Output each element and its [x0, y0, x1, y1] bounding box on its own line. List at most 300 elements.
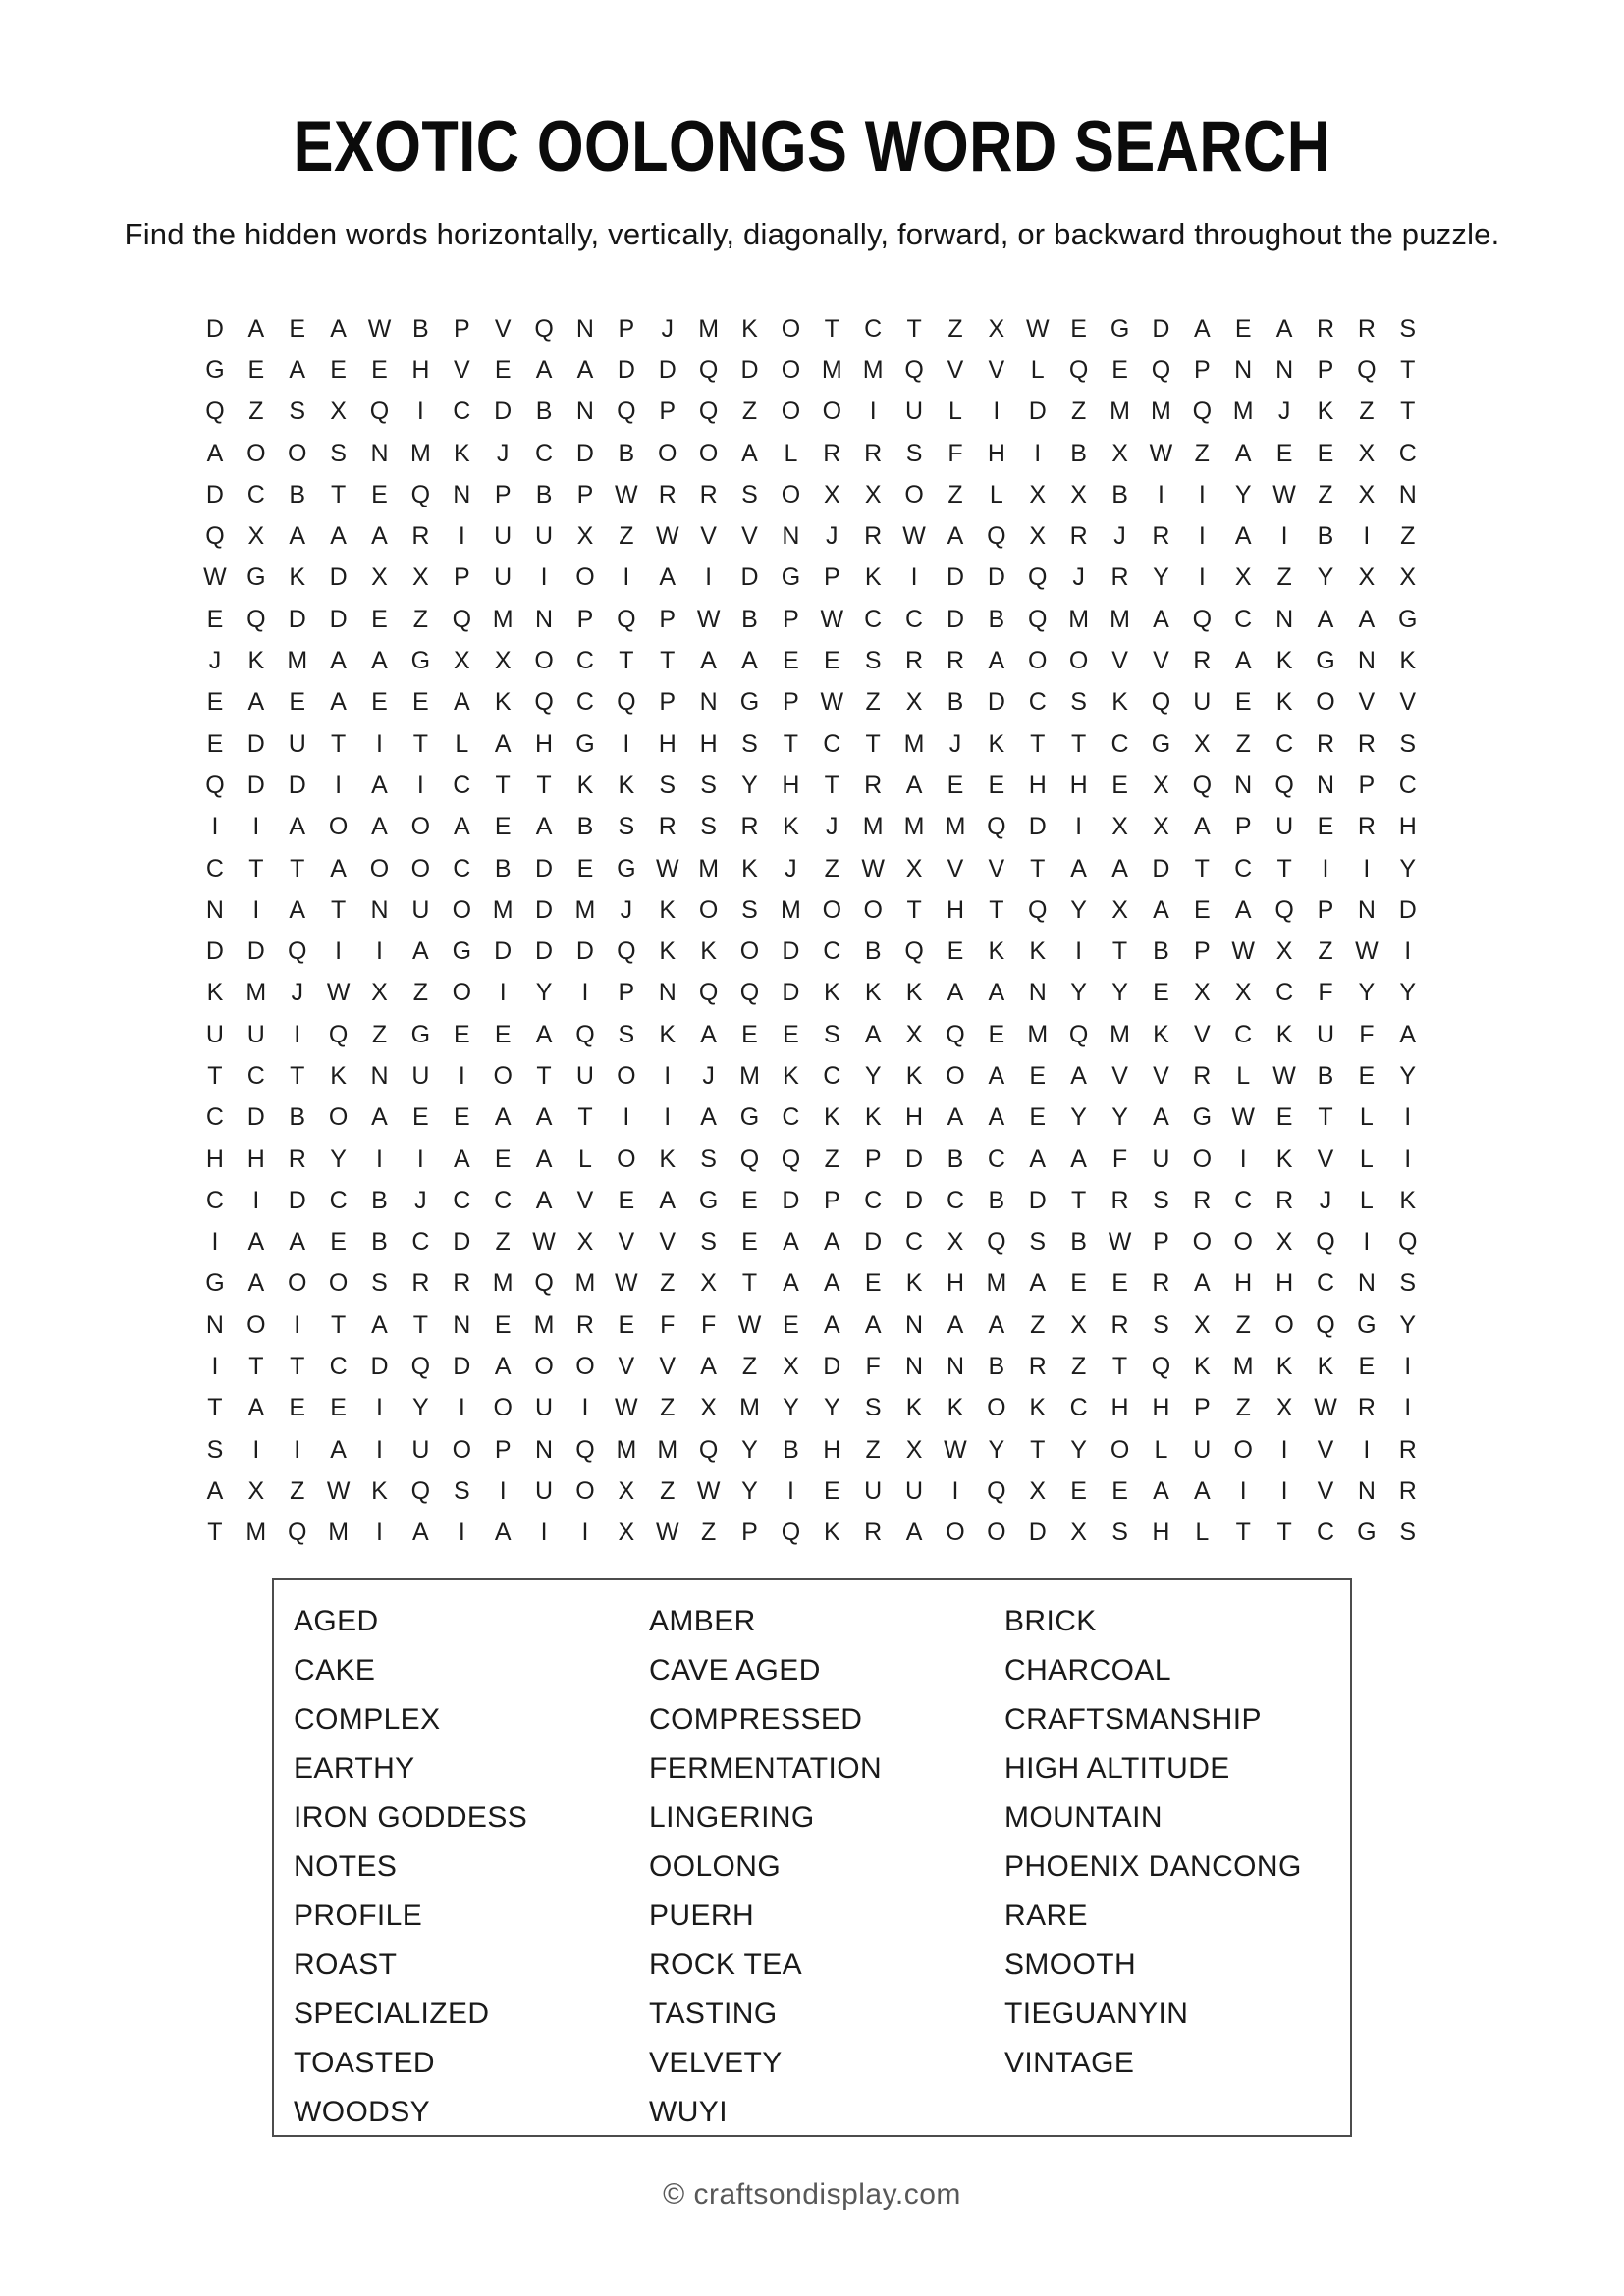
grid-cell: D: [246, 1103, 265, 1132]
word-item: BRICK: [1004, 1605, 1097, 1637]
grid-cell: S: [741, 895, 758, 924]
grid-cell: S: [206, 1435, 224, 1464]
grid-cell: T: [330, 1310, 347, 1339]
grid-cell: A: [1234, 895, 1252, 924]
grid-cell: X: [576, 522, 594, 551]
grid-cell: A: [988, 647, 1005, 675]
grid-cell: T: [906, 314, 922, 343]
grid-cell: H: [1275, 1269, 1294, 1298]
grid-cell: M: [328, 1519, 350, 1547]
grid-cell: O: [452, 979, 472, 1007]
grid-cell: Q: [1192, 605, 1213, 633]
grid-cell: X: [330, 398, 347, 426]
grid-cell: D: [987, 688, 1005, 717]
grid-cell: E: [1111, 355, 1128, 384]
grid-cell: S: [700, 771, 717, 799]
grid-cell: F: [1318, 979, 1333, 1007]
grid-cell: Q: [739, 1145, 760, 1173]
grid-cell: N: [1234, 355, 1253, 384]
grid-cell: A: [864, 1020, 882, 1048]
grid-cell: A: [1070, 1061, 1087, 1090]
grid-cell: Y: [535, 979, 553, 1007]
grid-cell: R: [740, 813, 759, 841]
grid-cell: E: [1111, 1269, 1128, 1298]
grid-cell: N: [1357, 647, 1376, 675]
grid-cell: S: [823, 1020, 840, 1048]
grid-cell: Z: [1318, 480, 1333, 508]
word-item: TOASTED: [294, 2047, 435, 2079]
grid-cell: A: [494, 729, 512, 758]
grid-cell: A: [453, 1145, 470, 1173]
grid-cell: A: [1275, 314, 1293, 343]
grid-cell: D: [823, 1353, 841, 1381]
grid-cell: R: [1193, 1186, 1212, 1214]
grid-cell: Q: [698, 1435, 719, 1464]
grid-cell: C: [1316, 1269, 1335, 1298]
grid-cell: X: [1275, 1394, 1293, 1422]
grid-cell: M: [492, 605, 514, 633]
grid-cell: D: [329, 605, 348, 633]
grid-cell: W: [532, 1228, 556, 1256]
grid-cell: A: [947, 1310, 964, 1339]
grid-cell: G: [452, 937, 472, 966]
grid-cell: R: [699, 480, 718, 508]
word-item: COMPRESSED: [649, 1703, 863, 1735]
grid-cell: A: [1234, 647, 1252, 675]
grid-cell: T: [290, 854, 305, 882]
grid-cell: E: [371, 480, 388, 508]
grid-cell: W: [1272, 480, 1296, 508]
grid-cell: S: [864, 647, 882, 675]
grid-cell: N: [658, 979, 677, 1007]
grid-cell: X: [947, 1228, 964, 1256]
grid-cell: N: [453, 480, 471, 508]
grid-cell: S: [618, 1020, 635, 1048]
grid-cell: D: [575, 439, 594, 467]
grid-cell: M: [1110, 1020, 1130, 1048]
grid-cell: N: [370, 1061, 389, 1090]
grid-cell: C: [575, 647, 594, 675]
grid-cell: A: [535, 1145, 553, 1173]
grid-cell: O: [328, 1103, 349, 1132]
grid-cell: E: [494, 1020, 512, 1048]
grid-cell: X: [1358, 439, 1376, 467]
grid-cell: Q: [205, 522, 225, 551]
grid-cell: Y: [1399, 979, 1417, 1007]
grid-cell: E: [371, 355, 388, 384]
grid-cell: E: [453, 1103, 470, 1132]
grid-cell: D: [864, 1228, 883, 1256]
grid-cell: J: [208, 647, 222, 675]
grid-cell: I: [1075, 937, 1083, 966]
grid-cell: E: [1317, 813, 1334, 841]
grid-cell: Q: [617, 937, 636, 966]
grid-cell: Z: [1071, 1353, 1087, 1381]
grid-cell: E: [1111, 1476, 1128, 1505]
grid-cell: N: [1357, 1269, 1376, 1298]
grid-cell: O: [452, 895, 472, 924]
grid-cell: B: [412, 314, 429, 343]
grid-cell: I: [1198, 480, 1206, 508]
grid-cell: Q: [617, 398, 636, 426]
grid-cell: S: [659, 771, 677, 799]
grid-cell: U: [535, 1394, 554, 1422]
grid-cell: R: [1357, 813, 1376, 841]
grid-cell: B: [576, 813, 594, 841]
grid-cell: E: [1070, 1269, 1087, 1298]
grid-cell: X: [905, 1020, 923, 1048]
grid-cell: Q: [1028, 895, 1048, 924]
word-item: AGED: [294, 1605, 379, 1637]
grid-cell: X: [1358, 480, 1376, 508]
grid-cell: U: [535, 522, 554, 551]
grid-cell: P: [494, 1435, 512, 1464]
grid-cell: M: [616, 1435, 637, 1464]
grid-cell: V: [1317, 1145, 1334, 1173]
grid-cell: C: [1028, 688, 1047, 717]
grid-cell: R: [864, 771, 883, 799]
grid-cell: Q: [1028, 605, 1048, 633]
grid-cell: I: [252, 1186, 260, 1214]
grid-cell: E: [494, 1310, 512, 1339]
grid-cell: T: [536, 1061, 552, 1090]
grid-cell: L: [948, 398, 962, 426]
grid-cell: G: [575, 729, 595, 758]
grid-cell: O: [410, 813, 431, 841]
grid-cell: J: [948, 729, 962, 758]
word-item: EARTHY: [294, 1752, 415, 1785]
word-list-column-2: [649, 1597, 1004, 2135]
grid-cell: A: [453, 688, 470, 717]
grid-cell: A: [1029, 1145, 1047, 1173]
grid-cell: M: [945, 813, 966, 841]
grid-cell: R: [575, 1310, 594, 1339]
grid-cell: H: [946, 1269, 964, 1298]
grid-cell: N: [1275, 355, 1294, 384]
grid-cell: V: [988, 355, 1005, 384]
grid-cell: P: [1193, 1394, 1211, 1422]
grid-cell: A: [1153, 895, 1169, 924]
grid-cell: I: [540, 1519, 548, 1547]
word-item: TASTING: [649, 1998, 778, 2030]
grid-cell: I: [499, 1476, 507, 1505]
grid-cell: E: [783, 647, 799, 675]
grid-cell: I: [910, 563, 918, 592]
grid-cell: W: [615, 1269, 638, 1298]
grid-cell: D: [946, 563, 964, 592]
grid-cell: C: [823, 937, 841, 966]
grid-cell: T: [1276, 1519, 1292, 1547]
grid-cell: U: [905, 1476, 924, 1505]
grid-cell: R: [658, 480, 677, 508]
grid-cell: O: [863, 895, 883, 924]
word-list-column-3: [1004, 1597, 1350, 2135]
grid-cell: C: [575, 688, 594, 717]
grid-cell: T: [783, 729, 799, 758]
grid-cell: C: [1110, 729, 1129, 758]
grid-cell: D: [1028, 398, 1047, 426]
grid-cell: O: [328, 1269, 349, 1298]
grid-cell: I: [540, 563, 548, 592]
grid-cell: T: [619, 647, 634, 675]
grid-cell: O: [1068, 647, 1089, 675]
grid-cell: W: [655, 522, 679, 551]
grid-cell: D: [987, 563, 1005, 592]
grid-cell: U: [535, 1476, 554, 1505]
grid-cell: O: [822, 398, 842, 426]
grid-cell: A: [1234, 439, 1252, 467]
word-list-column-1: [294, 1597, 649, 2135]
grid-cell: O: [534, 1353, 554, 1381]
grid-cell: E: [947, 937, 964, 966]
grid-cell: X: [1111, 895, 1128, 924]
grid-cell: I: [1280, 522, 1288, 551]
grid-cell: C: [1275, 979, 1294, 1007]
grid-cell: D: [246, 937, 265, 966]
grid-cell: B: [783, 1435, 799, 1464]
grid-cell: K: [823, 1103, 840, 1132]
grid-cell: A: [371, 771, 388, 799]
grid-cell: Y: [1234, 480, 1252, 508]
grid-cell: U: [1275, 813, 1294, 841]
grid-cell: S: [618, 813, 635, 841]
grid-cell: E: [494, 813, 512, 841]
grid-cell: V: [1193, 1020, 1211, 1048]
grid-cell: R: [864, 1519, 883, 1547]
grid-cell: A: [453, 813, 470, 841]
grid-cell: Q: [1316, 1310, 1335, 1339]
grid-cell: A: [247, 1228, 265, 1256]
grid-cell: Z: [495, 1228, 511, 1256]
grid-cell: H: [411, 355, 430, 384]
grid-cell: O: [575, 1476, 595, 1505]
grid-cell: Q: [534, 1269, 554, 1298]
grid-cell: T: [741, 1269, 758, 1298]
grid-cell: Y: [330, 1145, 347, 1173]
word-search-grid: [194, 308, 1429, 1554]
grid-cell: K: [1317, 398, 1334, 426]
grid-cell: T: [248, 854, 264, 882]
grid-cell: M: [986, 1269, 1007, 1298]
grid-cell: X: [494, 647, 512, 675]
grid-cell: M: [739, 1061, 760, 1090]
grid-cell: C: [453, 1186, 471, 1214]
grid-cell: Q: [1398, 1228, 1418, 1256]
grid-cell: B: [1317, 522, 1334, 551]
grid-cell: I: [1363, 1435, 1371, 1464]
grid-cell: E: [988, 1020, 1005, 1048]
grid-cell: K: [988, 729, 1005, 758]
grid-cell: M: [1232, 398, 1254, 426]
grid-cell: R: [411, 1269, 430, 1298]
grid-cell: D: [288, 771, 306, 799]
grid-cell: C: [1316, 1519, 1335, 1547]
grid-cell: C: [1069, 1394, 1088, 1422]
grid-cell: O: [987, 1394, 1006, 1422]
grid-cell: V: [700, 522, 717, 551]
grid-cell: T: [495, 771, 511, 799]
grid-cell: R: [1275, 1186, 1294, 1214]
word-item: NOTES: [294, 1850, 398, 1883]
grid-cell: G: [739, 1103, 760, 1132]
grid-cell: T: [1071, 1186, 1087, 1214]
grid-cell: A: [1193, 1476, 1211, 1505]
grid-cell: A: [988, 1061, 1005, 1090]
grid-cell: K: [1275, 688, 1293, 717]
grid-cell: A: [247, 688, 265, 717]
grid-cell: S: [1153, 1186, 1169, 1214]
grid-cell: K: [905, 1061, 923, 1090]
grid-cell: E: [741, 1020, 758, 1048]
word-item: SMOOTH: [1004, 1949, 1137, 1981]
grid-cell: Y: [741, 1435, 758, 1464]
grid-cell: X: [1111, 439, 1128, 467]
grid-cell: F: [1111, 1145, 1128, 1173]
grid-cell: W: [655, 854, 679, 882]
grid-cell: A: [823, 1228, 840, 1256]
grid-cell: E: [1029, 1103, 1047, 1132]
grid-cell: W: [1108, 1228, 1132, 1256]
grid-cell: I: [376, 937, 383, 966]
grid-cell: E: [330, 1228, 347, 1256]
grid-cell: Q: [328, 1020, 349, 1048]
grid-cell: D: [1028, 813, 1047, 841]
grid-cell: T: [1030, 729, 1046, 758]
grid-cell: Y: [1070, 1103, 1087, 1132]
grid-cell: N: [1316, 771, 1335, 799]
grid-cell: S: [741, 729, 758, 758]
grid-cell: V: [494, 314, 512, 343]
grid-cell: K: [700, 937, 717, 966]
grid-cell: K: [905, 1269, 923, 1298]
grid-cell: L: [1359, 1103, 1374, 1132]
grid-cell: P: [783, 688, 799, 717]
grid-cell: E: [206, 688, 224, 717]
grid-cell: Q: [987, 813, 1006, 841]
grid-cell: S: [330, 439, 347, 467]
grid-cell: J: [785, 854, 797, 882]
grid-cell: A: [535, 813, 553, 841]
grid-cell: E: [206, 605, 224, 633]
grid-cell: D: [288, 605, 306, 633]
grid-cell: T: [1400, 398, 1416, 426]
grid-cell: O: [617, 1145, 636, 1173]
grid-cell: W: [737, 1310, 762, 1339]
grid-cell: S: [1029, 1228, 1047, 1256]
grid-cell: Q: [946, 1020, 965, 1048]
grid-cell: M: [574, 895, 596, 924]
grid-cell: T: [577, 1103, 593, 1132]
grid-cell: N: [535, 605, 554, 633]
grid-cell: T: [207, 1394, 223, 1422]
grid-cell: V: [947, 854, 964, 882]
grid-cell: A: [412, 937, 429, 966]
grid-cell: G: [1316, 647, 1335, 675]
grid-cell: I: [376, 1435, 383, 1464]
grid-cell: D: [1152, 854, 1170, 882]
grid-cell: D: [782, 937, 800, 966]
grid-cell: E: [371, 605, 388, 633]
grid-cell: C: [823, 729, 841, 758]
grid-cell: D: [370, 1353, 389, 1381]
grid-cell: E: [823, 1476, 840, 1505]
grid-cell: A: [371, 1103, 388, 1132]
grid-cell: O: [575, 1353, 595, 1381]
grid-cell: Y: [988, 1435, 1005, 1464]
grid-cell: I: [581, 1394, 589, 1422]
grid-cell: W: [820, 605, 844, 633]
grid-cell: E: [1358, 1353, 1376, 1381]
grid-cell: D: [905, 1186, 924, 1214]
grid-cell: Z: [1194, 439, 1210, 467]
grid-cell: A: [535, 1103, 553, 1132]
grid-cell: Q: [617, 605, 636, 633]
grid-cell: F: [660, 1310, 676, 1339]
grid-cell: D: [740, 355, 759, 384]
grid-cell: Q: [410, 1353, 431, 1381]
grid-cell: X: [905, 854, 923, 882]
grid-cell: Y: [412, 1394, 429, 1422]
grid-cell: I: [335, 771, 343, 799]
grid-cell: M: [1068, 605, 1090, 633]
grid-cell: O: [781, 480, 801, 508]
grid-cell: N: [905, 1310, 924, 1339]
grid-cell: A: [1234, 522, 1252, 551]
grid-cell: E: [1275, 1103, 1293, 1132]
grid-cell: A: [247, 314, 265, 343]
grid-cell: A: [700, 1020, 717, 1048]
grid-cell: U: [1193, 1435, 1212, 1464]
grid-cell: U: [411, 1061, 430, 1090]
grid-cell: T: [660, 647, 676, 675]
grid-cell: C: [782, 1103, 800, 1132]
grid-cell: Z: [371, 1020, 388, 1048]
grid-cell: D: [617, 355, 635, 384]
grid-cell: Y: [1399, 854, 1417, 882]
grid-cell: P: [618, 314, 635, 343]
word-item: PUERH: [649, 1899, 755, 1932]
grid-cell: K: [618, 771, 635, 799]
grid-cell: X: [1275, 937, 1293, 966]
word-item: TIEGUANYIN: [1004, 1998, 1189, 2030]
grid-cell: I: [211, 1228, 219, 1256]
grid-cell: Z: [660, 1476, 676, 1505]
grid-cell: A: [1153, 605, 1169, 633]
grid-cell: I: [335, 937, 343, 966]
grid-cell: E: [1070, 1476, 1087, 1505]
grid-cell: A: [741, 439, 758, 467]
grid-cell: M: [245, 1519, 267, 1547]
grid-cell: Y: [1111, 979, 1128, 1007]
grid-cell: I: [1363, 1228, 1371, 1256]
grid-cell: T: [412, 1310, 429, 1339]
grid-cell: L: [1195, 1519, 1210, 1547]
grid-cell: S: [700, 813, 717, 841]
grid-cell: E: [494, 355, 512, 384]
grid-cell: P: [1193, 355, 1211, 384]
grid-cell: U: [411, 895, 430, 924]
grid-cell: M: [1232, 1353, 1254, 1381]
grid-cell: D: [205, 480, 224, 508]
grid-cell: O: [493, 1394, 513, 1422]
grid-cell: E: [618, 1310, 635, 1339]
grid-cell: Q: [904, 355, 924, 384]
grid-cell: O: [493, 1061, 513, 1090]
grid-cell: G: [410, 647, 431, 675]
word-item: CAKE: [294, 1654, 376, 1686]
grid-cell: D: [1028, 1186, 1047, 1214]
grid-cell: C: [453, 854, 471, 882]
